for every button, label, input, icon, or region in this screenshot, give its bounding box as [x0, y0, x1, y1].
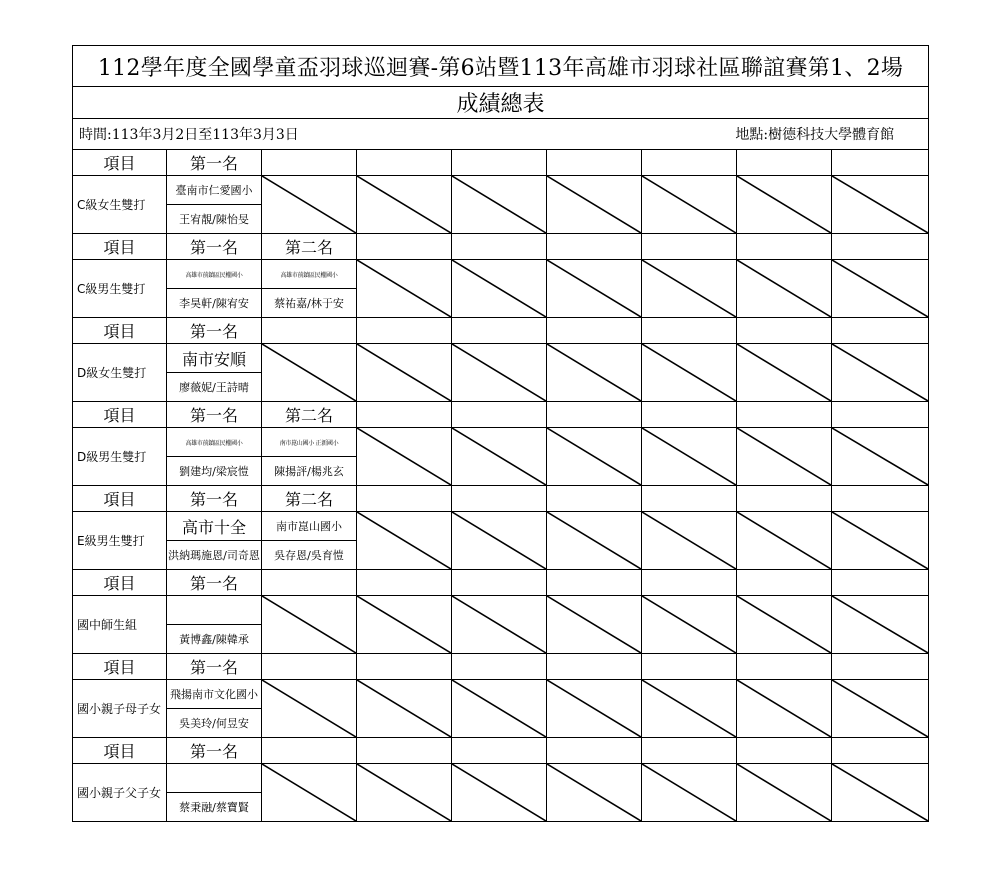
empty-cell-diagonal: [357, 260, 451, 317]
category-label: 國中師生組: [73, 596, 167, 654]
empty-header-cell: [642, 318, 737, 344]
empty-header-cell: [737, 402, 832, 428]
first-place-school: 高市十全: [167, 512, 262, 541]
empty-cell-diagonal: [357, 176, 451, 233]
empty-cell-diagonal: [832, 680, 928, 737]
empty-header-cell: [452, 654, 547, 680]
empty-header-cell: [642, 738, 737, 764]
empty-result-cell: [452, 512, 547, 570]
first-place-school: 臺南市仁愛國小: [167, 176, 262, 205]
empty-result-cell: [832, 680, 929, 738]
empty-header-cell: [357, 234, 452, 260]
first-place-header: 第一名: [167, 150, 262, 176]
empty-result-cell: [547, 596, 642, 654]
empty-result-cell: [832, 260, 929, 318]
second-place-players: 吳存恩/吳育愷: [262, 541, 357, 570]
item-header: 項目: [73, 570, 167, 596]
empty-result-cell: [737, 680, 832, 738]
empty-cell-diagonal: [832, 764, 928, 821]
first-place-players: 廖薇妮/王詩晴: [167, 373, 262, 402]
empty-result-cell: [547, 680, 642, 738]
empty-header-cell: [642, 570, 737, 596]
empty-result-cell: [357, 260, 452, 318]
section-header-row: [73, 234, 929, 260]
empty-cell-diagonal: [262, 764, 356, 821]
section-school-row: [73, 596, 929, 625]
empty-header-cell: [642, 150, 737, 176]
section-header-row: [73, 570, 929, 596]
empty-cell-diagonal: [547, 344, 641, 401]
first-place-header: 第一名: [167, 318, 262, 344]
empty-header-cell: [452, 738, 547, 764]
empty-cell-diagonal: [642, 344, 736, 401]
category-label: E級男生雙打: [73, 512, 167, 570]
empty-result-cell: [357, 176, 452, 234]
first-place-players: 蔡秉融/蔡寶賢: [167, 793, 262, 822]
empty-result-cell: [832, 764, 929, 822]
empty-cell-diagonal: [547, 512, 641, 569]
empty-cell-diagonal: [737, 260, 831, 317]
first-place-players: 洪納瑪施恩/司奇恩: [167, 541, 262, 570]
empty-result-cell: [262, 344, 357, 402]
empty-cell-diagonal: [357, 512, 451, 569]
empty-result-cell: [262, 596, 357, 654]
item-header: 項目: [73, 150, 167, 176]
empty-result-cell: [832, 344, 929, 402]
empty-result-cell: [452, 344, 547, 402]
second-place-header: 第二名: [262, 234, 357, 260]
info-row: [73, 119, 929, 150]
empty-header-cell: [547, 570, 642, 596]
first-place-header: 第一名: [167, 654, 262, 680]
first-place-header: 第一名: [167, 402, 262, 428]
empty-cell-diagonal: [262, 596, 356, 653]
empty-cell-diagonal: [357, 428, 451, 485]
empty-result-cell: [547, 344, 642, 402]
empty-cell-diagonal: [357, 344, 451, 401]
section-school-row: [73, 344, 929, 373]
empty-cell-diagonal: [357, 596, 451, 653]
empty-cell-diagonal: [832, 260, 928, 317]
document-subtitle: 成績總表: [73, 87, 929, 119]
empty-header-cell: [737, 486, 832, 512]
empty-result-cell: [832, 176, 929, 234]
empty-cell-diagonal: [642, 428, 736, 485]
empty-cell-diagonal: [642, 596, 736, 653]
empty-result-cell: [452, 260, 547, 318]
category-label: C級女生雙打: [73, 176, 167, 234]
first-place-header: 第一名: [167, 738, 262, 764]
second-place-school: 南市崑山國小 正新國小: [262, 428, 357, 457]
empty-header-cell: [357, 402, 452, 428]
first-place-players: 黃博鑫/陳韓承: [167, 625, 262, 654]
empty-cell-diagonal: [452, 176, 546, 233]
first-place-header: 第一名: [167, 570, 262, 596]
empty-cell-diagonal: [642, 512, 736, 569]
section-school-row: [73, 260, 929, 289]
empty-result-cell: [547, 176, 642, 234]
empty-header-cell: [832, 318, 929, 344]
empty-result-cell: [737, 344, 832, 402]
empty-header-cell: [452, 570, 547, 596]
empty-header-cell: [642, 402, 737, 428]
empty-header-cell: [832, 234, 929, 260]
first-place-header: 第一名: [167, 486, 262, 512]
empty-cell-diagonal: [737, 596, 831, 653]
category-label: C級男生雙打: [73, 260, 167, 318]
empty-header-cell: [737, 738, 832, 764]
empty-result-cell: [642, 176, 737, 234]
section-header-row: [73, 486, 929, 512]
first-place-school: 高雄市前鎮區民權國小: [167, 260, 262, 289]
empty-cell-diagonal: [642, 260, 736, 317]
empty-cell-diagonal: [737, 512, 831, 569]
empty-result-cell: [357, 344, 452, 402]
empty-header-cell: [452, 318, 547, 344]
empty-result-cell: [642, 764, 737, 822]
empty-result-cell: [642, 596, 737, 654]
first-place-players: 李昊軒/陳宥安: [167, 289, 262, 318]
section-header-row: [73, 402, 929, 428]
empty-cell-diagonal: [357, 680, 451, 737]
empty-header-cell: [357, 318, 452, 344]
section-header-row: [73, 738, 929, 764]
empty-result-cell: [737, 428, 832, 486]
item-header: 項目: [73, 234, 167, 260]
empty-cell-diagonal: [832, 596, 928, 653]
empty-result-cell: [832, 512, 929, 570]
empty-cell-diagonal: [737, 680, 831, 737]
empty-result-cell: [642, 428, 737, 486]
results-table-body: [73, 46, 929, 822]
empty-header-cell: [452, 402, 547, 428]
second-place-players: 陳揚評/楊兆玄: [262, 457, 357, 486]
empty-header-cell: [832, 486, 929, 512]
document-title: 112學年度全國學童盃羽球巡迴賽-第6站暨113年高雄市羽球社區聯誼賽第1、2場: [73, 46, 929, 87]
empty-result-cell: [452, 764, 547, 822]
empty-result-cell: [737, 764, 832, 822]
empty-result-cell: [832, 428, 929, 486]
results-sheet: [72, 45, 928, 822]
empty-result-cell: [832, 596, 929, 654]
empty-cell-diagonal: [547, 260, 641, 317]
empty-cell-diagonal: [737, 764, 831, 821]
empty-cell-diagonal: [832, 512, 928, 569]
first-place-school: [167, 596, 262, 625]
empty-cell-diagonal: [832, 428, 928, 485]
section-school-row: [73, 176, 929, 205]
section-header-row: [73, 150, 929, 176]
first-place-players: 王宥靚/陳怡旻: [167, 205, 262, 234]
empty-header-cell: [547, 318, 642, 344]
empty-result-cell: [737, 512, 832, 570]
results-table: [72, 45, 929, 822]
empty-cell-diagonal: [737, 176, 831, 233]
empty-cell-diagonal: [452, 260, 546, 317]
empty-result-cell: [642, 680, 737, 738]
second-place-header: 第二名: [262, 486, 357, 512]
empty-cell-diagonal: [547, 764, 641, 821]
empty-cell-diagonal: [452, 596, 546, 653]
item-header: 項目: [73, 402, 167, 428]
empty-result-cell: [642, 344, 737, 402]
empty-cell-diagonal: [832, 344, 928, 401]
empty-result-cell: [547, 764, 642, 822]
empty-result-cell: [547, 260, 642, 318]
item-header: 項目: [73, 318, 167, 344]
empty-header-cell: [262, 654, 357, 680]
empty-cell-diagonal: [737, 428, 831, 485]
category-label: D級女生雙打: [73, 344, 167, 402]
empty-result-cell: [357, 512, 452, 570]
empty-result-cell: [547, 512, 642, 570]
empty-result-cell: [642, 260, 737, 318]
second-place-players: 蔡祐嘉/林于安: [262, 289, 357, 318]
first-place-school: 飛揚南市文化國小: [167, 680, 262, 709]
empty-cell-diagonal: [452, 680, 546, 737]
item-header: 項目: [73, 738, 167, 764]
category-label: D級男生雙打: [73, 428, 167, 486]
empty-result-cell: [357, 680, 452, 738]
empty-header-cell: [357, 654, 452, 680]
first-place-players: 吳美玲/何昱安: [167, 709, 262, 738]
empty-header-cell: [547, 654, 642, 680]
empty-header-cell: [547, 486, 642, 512]
item-header: 項目: [73, 486, 167, 512]
empty-header-cell: [547, 234, 642, 260]
section-header-row: [73, 654, 929, 680]
empty-result-cell: [262, 680, 357, 738]
empty-cell-diagonal: [357, 764, 451, 821]
empty-result-cell: [262, 176, 357, 234]
section-header-row: [73, 318, 929, 344]
first-place-players: 劉建均/梁宸愷: [167, 457, 262, 486]
empty-result-cell: [262, 764, 357, 822]
empty-header-cell: [262, 150, 357, 176]
empty-cell-diagonal: [737, 344, 831, 401]
empty-result-cell: [357, 764, 452, 822]
empty-header-cell: [262, 738, 357, 764]
empty-header-cell: [357, 570, 452, 596]
empty-header-cell: [832, 150, 929, 176]
empty-cell-diagonal: [262, 344, 356, 401]
empty-header-cell: [737, 150, 832, 176]
empty-header-cell: [737, 654, 832, 680]
empty-result-cell: [452, 596, 547, 654]
event-location: 地點:樹德科技大學體育館: [735, 127, 895, 143]
empty-result-cell: [452, 428, 547, 486]
section-school-row: [73, 512, 929, 541]
empty-header-cell: [832, 402, 929, 428]
category-label: 國小親子父子女: [73, 764, 167, 822]
first-place-header: 第一名: [167, 234, 262, 260]
empty-result-cell: [547, 428, 642, 486]
empty-header-cell: [737, 234, 832, 260]
empty-cell-diagonal: [547, 428, 641, 485]
empty-header-cell: [262, 318, 357, 344]
empty-header-cell: [547, 738, 642, 764]
category-label: 國小親子母子女: [73, 680, 167, 738]
empty-header-cell: [262, 570, 357, 596]
empty-result-cell: [357, 428, 452, 486]
first-place-school: [167, 764, 262, 793]
empty-header-cell: [642, 486, 737, 512]
empty-header-cell: [452, 486, 547, 512]
second-place-header: 第二名: [262, 402, 357, 428]
empty-cell-diagonal: [642, 764, 736, 821]
empty-header-cell: [357, 738, 452, 764]
empty-cell-diagonal: [262, 680, 356, 737]
empty-cell-diagonal: [452, 428, 546, 485]
empty-cell-diagonal: [262, 176, 356, 233]
empty-header-cell: [357, 486, 452, 512]
empty-header-cell: [547, 402, 642, 428]
empty-result-cell: [737, 596, 832, 654]
empty-result-cell: [737, 260, 832, 318]
empty-cell-diagonal: [547, 680, 641, 737]
empty-result-cell: [452, 680, 547, 738]
empty-header-cell: [737, 318, 832, 344]
empty-header-cell: [452, 234, 547, 260]
event-time: 時間:113年3月2日至113年3月3日: [79, 127, 299, 143]
empty-result-cell: [357, 596, 452, 654]
empty-result-cell: [452, 176, 547, 234]
empty-cell-diagonal: [452, 512, 546, 569]
empty-header-cell: [832, 738, 929, 764]
empty-header-cell: [547, 150, 642, 176]
empty-result-cell: [737, 176, 832, 234]
empty-cell-diagonal: [547, 176, 641, 233]
first-place-school: 南市安順: [167, 344, 262, 373]
empty-cell-diagonal: [832, 176, 928, 233]
empty-cell-diagonal: [452, 764, 546, 821]
empty-header-cell: [452, 150, 547, 176]
section-school-row: [73, 680, 929, 709]
empty-cell-diagonal: [547, 596, 641, 653]
empty-header-cell: [737, 570, 832, 596]
first-place-school: 高雄市前鎮區民權國小: [167, 428, 262, 457]
second-place-school: 高雄市前鎮區民權國小: [262, 260, 357, 289]
empty-header-cell: [832, 570, 929, 596]
empty-cell-diagonal: [452, 344, 546, 401]
empty-header-cell: [642, 234, 737, 260]
empty-header-cell: [832, 654, 929, 680]
empty-cell-diagonal: [642, 176, 736, 233]
empty-cell-diagonal: [642, 680, 736, 737]
empty-header-cell: [642, 654, 737, 680]
empty-result-cell: [642, 512, 737, 570]
empty-header-cell: [357, 150, 452, 176]
section-school-row: [73, 428, 929, 457]
item-header: 項目: [73, 654, 167, 680]
second-place-school: 南市崑山國小: [262, 512, 357, 541]
section-school-row: [73, 764, 929, 793]
